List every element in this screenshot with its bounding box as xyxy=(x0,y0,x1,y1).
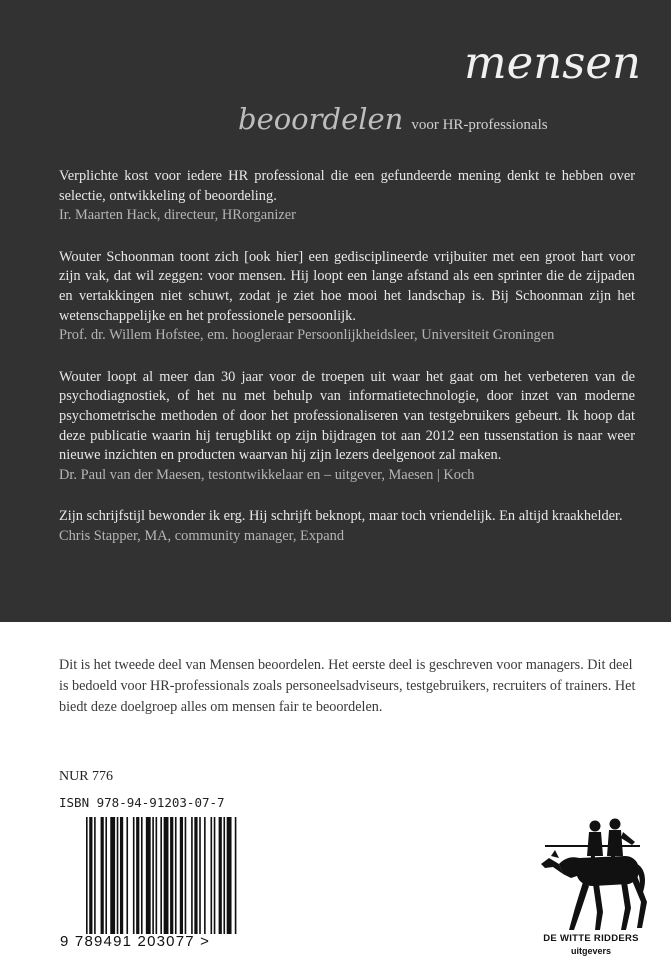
cover-title: mensen xyxy=(464,36,641,89)
quote-author: Ir. Maarten Hack, directeur, HRorganizer xyxy=(59,207,296,224)
quote-text: Verplichte kost voor iedere HR professional die een gefundeerde mening denkt te hebben over selectie, ontwikkeling of beoordeling. xyxy=(59,168,635,204)
barcode-digits: 9 789491 203077 > xyxy=(60,933,211,950)
cover-subtitle-small: voor HR-professionals xyxy=(411,117,548,133)
isbn-number: ISBN 978-94-91203-07-7 xyxy=(59,795,225,810)
endorsement-quote xyxy=(59,368,635,486)
quote-author: Chris Stapper, MA, community manager, Expand xyxy=(59,527,345,544)
two-riders-on-horse-icon xyxy=(537,812,647,934)
book-description: Dit is het tweede deel van Mensen beoordelen. Het eerste deel is geschreven voor managers. Dit deel is bedoeld voor HR-professionals zoals personeelsadviseurs, testgebruikers, recruiters of trainers. Het biedt deze doelgroep alles om mensen fair te beoordelen. xyxy=(59,657,636,715)
endorsement-list xyxy=(59,167,635,569)
quote-text: Wouter loopt al meer dan 30 jaar voor de troepen uit waar het gaat om het verbeteren van de psychodiagnostiek, of het nu met behulp van informatietechnologie, door inzet van moderne psychometrische methoden of door het professionaliseren van testgebruikers gebeurt. Ik hoop dat deze publicatie waarin hij terugblikt op zijn bijdragen tot aan 2012 een tussenstation is naar weer nieuwe inzichten en producten waarvan hij zijn lezers deelgenoot zal maken. xyxy=(59,368,635,464)
endorsement-quote xyxy=(59,507,635,546)
cover-subtitle xyxy=(238,102,548,136)
publisher-subtitle: uitgevers xyxy=(570,946,612,956)
cover-subtitle-main: beoordelen xyxy=(238,102,404,136)
barcode-icon xyxy=(84,817,240,934)
endorsement-quote xyxy=(59,167,635,226)
quote-author: Prof. dr. Willem Hofstee, em. hoogleraar Persoonlijkheidsleer, Universiteit Groningen xyxy=(59,327,555,344)
quote-text: Wouter Schoonman toont zich [ook hier] een gedisciplineerde vrijbuiter met een groot hart voor zijn vak, dat wil zeggen: voor mensen. Hij loopt een lange afstand als een sprinter die de zijpaden en vertakkingen niet schuwt, zodat je ziet hoe mooi het landschap is. Bij Schoonman zijn het wetenschappelijke en het professionele persoonlijk. xyxy=(59,248,635,324)
nur-code: NUR 776 xyxy=(59,769,114,784)
quote-author: Dr. Paul van der Maesen, testontwikkelaar en – uitgever, Maesen | Koch xyxy=(59,466,475,483)
endorsement-quote xyxy=(59,248,635,346)
publisher-name: DE WITTE RIDDERS xyxy=(543,933,639,944)
publisher-logo-text xyxy=(526,933,656,956)
quote-text: Zijn schrijfstijl bewonder ik erg. Hij schrijft beknopt, maar toch vriendelijk. En altijd kraakhelder. xyxy=(59,508,623,525)
